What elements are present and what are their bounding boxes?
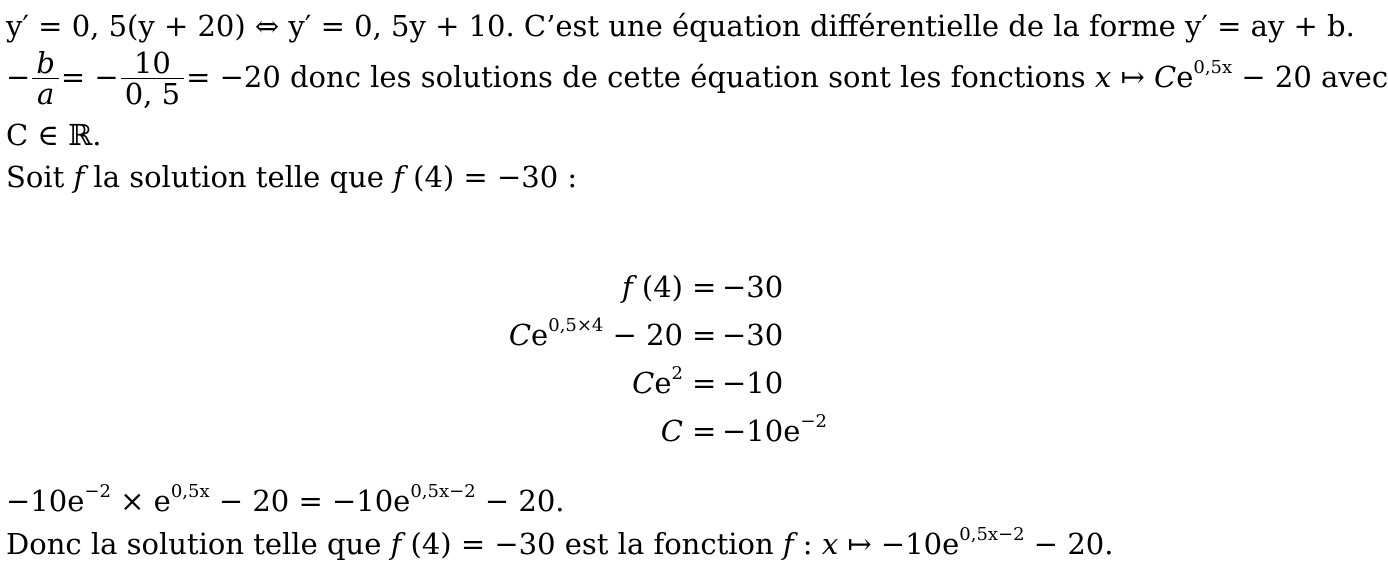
var-f: f xyxy=(621,270,633,304)
constant-domain-text: C ∈ ℝ. xyxy=(6,118,102,152)
intro-line xyxy=(6,9,1355,43)
conclusion-text-a: Donc la solution telle que xyxy=(6,527,391,561)
intro-text: y′ = 0, 5(y + 20) ⇔ y′ = 0, 5y + 10. C’est une équation différentielle de la forme y′ = ay + b. xyxy=(6,9,1355,43)
system-row-1-rhs: −30 xyxy=(722,270,784,304)
frac-numerator: 10 xyxy=(121,48,184,79)
exponent: 0,5x−2 xyxy=(410,481,476,502)
exponent: 0,5x xyxy=(1193,56,1233,78)
exponent: −2 xyxy=(800,411,827,432)
var-f: f xyxy=(73,160,85,194)
fraction-b-over-a xyxy=(32,48,59,110)
conclusion-line xyxy=(6,524,1114,561)
exponent: 2 xyxy=(671,363,683,384)
condition-post: (4) = −30 : xyxy=(403,160,578,194)
system-row-2-lhs xyxy=(508,315,683,352)
system-row-4-rhs xyxy=(722,411,827,448)
equals-sign: = xyxy=(692,270,717,304)
system-row-3-lhs xyxy=(632,363,683,400)
term-b: × e xyxy=(110,484,171,518)
exp-base: e xyxy=(654,366,672,400)
solution-form-line xyxy=(6,48,1388,110)
frac-numerator: b xyxy=(36,46,55,80)
system-row-4-lhs xyxy=(660,414,683,448)
exp-base: e xyxy=(531,318,549,352)
var-x: x xyxy=(1094,59,1112,94)
exponent: 0,5x−2 xyxy=(959,524,1025,545)
fraction-10-over-0-5 xyxy=(121,48,184,110)
exp-base: e xyxy=(1176,59,1194,94)
system-row-3-rhs: −10 xyxy=(722,366,784,400)
frac-denominator: 0, 5 xyxy=(124,77,181,112)
exponent: 0,5x xyxy=(170,481,210,502)
var-c: C xyxy=(660,414,683,448)
term-c: − 20 = −10e xyxy=(209,484,411,518)
var-f: f xyxy=(782,527,794,561)
substitution-line xyxy=(6,481,565,518)
condition-pre: Soit xyxy=(6,160,74,194)
frac-denominator: a xyxy=(36,77,55,112)
system-row-2-rhs: −30 xyxy=(722,318,784,352)
solution-text: = −20 donc les solutions de cette équation sont les fonctions xyxy=(186,59,1095,94)
colon: : xyxy=(793,527,822,561)
condition-mid: la solution telle que xyxy=(84,160,394,194)
constant-domain-line xyxy=(6,118,102,152)
var-c: C xyxy=(632,366,655,400)
term-d: − 20. xyxy=(475,484,565,518)
equals-sign: = xyxy=(692,414,717,448)
exponent: −2 xyxy=(84,481,111,502)
conclusion-tail: − 20. xyxy=(1024,527,1114,561)
term-a: −10e xyxy=(6,484,85,518)
conclusion-text-d: ↦ −10e xyxy=(838,527,960,561)
equals-minus: = − xyxy=(60,59,119,94)
rhs-text: −10e xyxy=(722,414,801,448)
var-x: x xyxy=(821,527,839,561)
equals-sign: = xyxy=(692,366,717,400)
exponent: 0,5×4 xyxy=(548,315,604,336)
system-row-1-lhs xyxy=(621,270,683,304)
minus-sign: − xyxy=(6,59,31,94)
var-c: C xyxy=(508,318,532,352)
condition-line xyxy=(6,160,578,194)
var-f: f xyxy=(393,160,404,194)
maps-to: ↦ xyxy=(1111,59,1154,94)
conclusion-text-b: (4) = −30 est la fonction xyxy=(401,527,783,561)
equals-sign: = xyxy=(692,318,717,352)
solution-tail: − 20 avec xyxy=(1232,59,1388,94)
lhs-tail: − 20 xyxy=(603,318,683,352)
lhs-text: (4) xyxy=(632,270,683,304)
var-c: C xyxy=(1154,59,1177,94)
var-f: f xyxy=(390,527,402,561)
